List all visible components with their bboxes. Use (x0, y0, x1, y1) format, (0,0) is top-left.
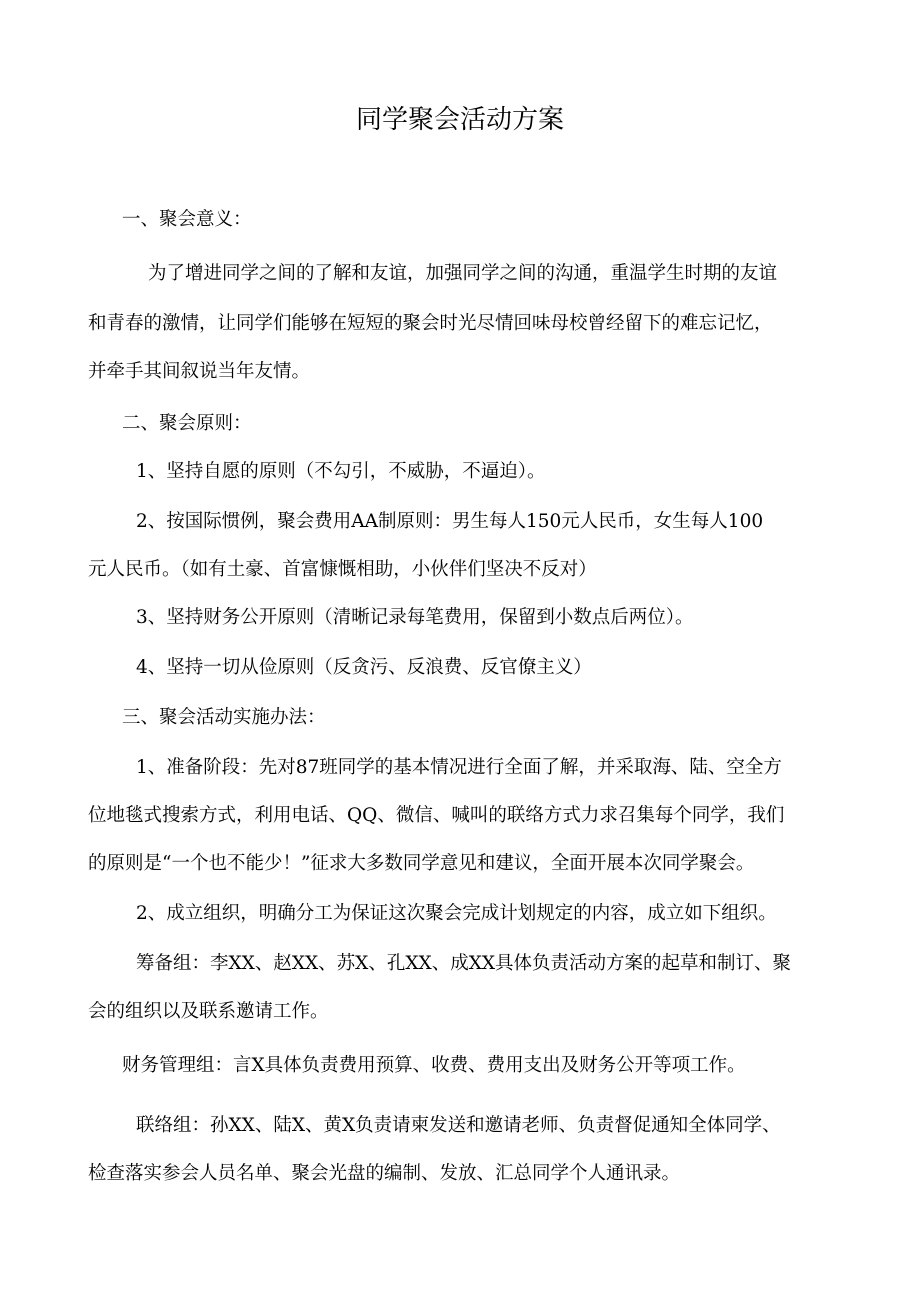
document-title: 同学聚会活动方案 (355, 105, 564, 135)
step-2: 2、成立组织，明确分工为保证这次聚会完成计划规定的内容，成立如下组织。 (136, 903, 777, 924)
step-1-line-3: 的原则是“一个也不能少！”征求大多数同学意见和建议，全面开展本次同学聚会。 (88, 853, 755, 874)
section-1-heading: 一、聚会意义： (122, 209, 252, 230)
section-1-paragraph-line-1: 为了增进同学之间的了解和友谊，加强同学之间的沟通，重温学生时期的友谊 (148, 263, 778, 284)
principle-3: 3、坚持财务公开原则（清晰记录每笔费用，保留到小数点后两位）。 (136, 607, 694, 628)
liaison-group-line-1: 联络组：孙XX、陆X、黄X负责请柬发送和邀请老师、负责督促通知全体同学、 (136, 1115, 781, 1136)
step-1-line-1: 1、准备阶段：先对87班同学的基本情况进行全面了解，并采取海、陆、空全方 (136, 757, 782, 778)
section-1-paragraph-line-2: 和青春的激情，让同学们能够在短短的聚会时光尽情回味母校曾经留下的难忘记忆， (88, 313, 773, 334)
section-3-heading: 三、聚会活动实施办法： (122, 707, 326, 728)
planning-group-line-2: 会的组织以及联系邀请工作。 (88, 1001, 329, 1022)
finance-group: 财务管理组：言X具体负责费用预算、收费、费用支出及财务公开等项工作。 (122, 1055, 746, 1076)
section-2-heading: 二、聚会原则： (122, 413, 252, 434)
step-1-line-2: 位地毯式搜索方式，利用电话、QQ、微信、喊叫的联络方式力求召集每个同学，我们 (88, 805, 785, 826)
principle-2-line-2: 元人民币。（如有土豪、首富慷慨相助，小伙伴们坚决不反对） (88, 559, 597, 580)
principle-4: 4、坚持一切从俭原则（反贪污、反浪费、反官僚主义） (136, 657, 592, 678)
principle-2-line-1: 2、按国际惯例，聚会费用AA制原则：男生每人150元人民币，女生每人100 (136, 511, 764, 532)
planning-group-line-1: 筹备组：李XX、赵XX、苏X、孔XX、成XX具体负责活动方案的起草和制订、聚 (136, 953, 792, 974)
liaison-group-line-2: 检查落实参会人员名单、聚会光盘的编制、发放、汇总同学个人通讯录。 (88, 1163, 681, 1184)
principle-1: 1、坚持自愿的原则（不勾引，不威胁，不逼迫）。 (136, 461, 546, 482)
section-1-paragraph-line-3: 并牵手其间叙说当年友情。 (88, 361, 311, 382)
